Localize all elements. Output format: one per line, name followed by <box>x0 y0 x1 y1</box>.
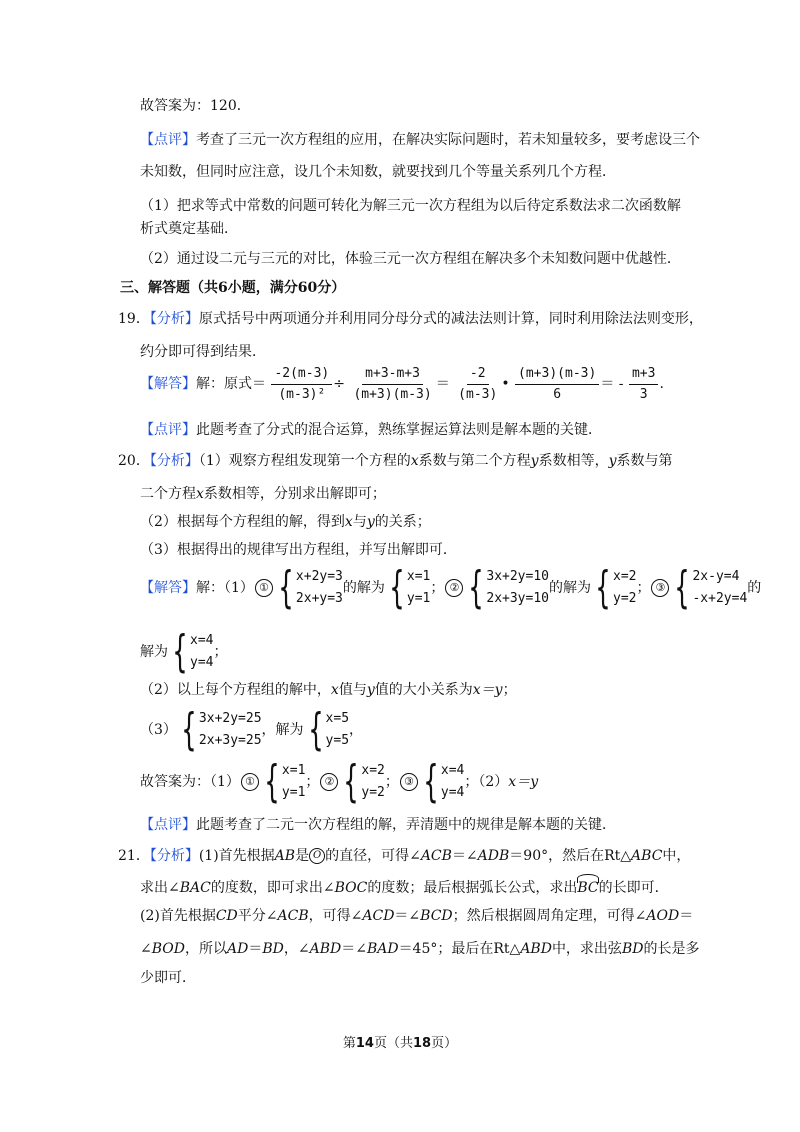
q20-number: 20． <box>118 453 150 469</box>
q20-analysis-line-4: （3）根据得出的规律写出方程组，并写出解即可． <box>140 542 457 558</box>
q19-analysis-line-1: 19．【分析】原式括号中两项通分并利用同分母分式的减法法则计算，同时利用除法法则变形， <box>118 311 703 327</box>
q21-analysis-tag: 【分析】 <box>149 848 199 864</box>
q19-answer-tag: 【解答】 <box>140 376 196 392</box>
fraction-2: $\frac{m+3-m+3}{(m+3)(m-3)}$ <box>353 365 432 402</box>
review-line-4: 析式奠定基础． <box>140 221 238 237</box>
q20-analysis-line-1: 20．【分析】（1）观察方程组发现第一个方程的x系数与第二个方程y系数相等，y系数与第 <box>118 453 673 469</box>
review-line-3: （1）把求等式中常数的问题可转化为解三元一次方程组为以后待定系数法求二次函数解 <box>140 198 681 214</box>
q20-part3-line: （3） { 3x+2y=25 2x+3y=25 ，解为 { x=5 y=5 ， <box>140 704 364 755</box>
q20-final-line: 故答案为：（1） ① { x=1 y=1 ； ② { x=2 y=2 ； ③ { x=4 y=4 ；（2）x＝y <box>140 756 539 807</box>
equation-system-2: { 3x+2y=10 2x+3y=10 <box>468 562 549 613</box>
q20-answer-line-1: 【解答】解：（1） ① { x+2y=3 2x+y=3 的解为 { x=1 y=1 ； ② { 3x+2y=10 2x+3y=10 的解为 { x=2 y=2 ； ③ { 2x-y=4 -x+2y=4 的 <box>140 562 762 613</box>
answer-line: 故答案为：120． <box>140 98 251 114</box>
page-footer: 第14页（共18页） <box>342 1036 458 1051</box>
final-solution-3: { x=4 y=4 <box>423 756 465 807</box>
review-line-5: （2）通过设二元与三元的对比，体验三元一次方程组在解决多个未知数问题中优越性． <box>140 251 681 267</box>
q19-analysis-line-2: 约分即可得到结果． <box>140 344 266 360</box>
total-pages: 18 <box>413 1036 432 1051</box>
current-page: 14 <box>355 1036 374 1051</box>
circled-3-icon: ③ <box>400 773 418 791</box>
q19-number: 19． <box>118 311 150 327</box>
fraction-5: $\frac{m+3}{3}$ <box>629 366 658 403</box>
circle-o-icon: O <box>309 848 325 864</box>
q20-answer-line-2: 解为 { x=4 y=4 ； <box>140 626 228 677</box>
circled-1-icon: ① <box>241 773 259 791</box>
equation-system-4: { 3x+2y=25 2x+3y=25 <box>181 704 262 755</box>
q19-review-tag: 【点评】 <box>140 422 196 438</box>
final-solution-2: { x=2 y=2 <box>343 756 385 807</box>
solution-system-3: { x=4 y=4 <box>172 626 214 677</box>
equation-system-1: { x+2y=3 2x+y=3 <box>278 562 343 613</box>
arc-bc: BC <box>577 874 598 898</box>
q21-number: 21． <box>118 848 150 864</box>
q19-review-line: 【点评】此题考查了分式的混合运算，熟练掌握运算法则是解本题的关键． <box>140 422 602 438</box>
q21-analysis-line-3: (2)首先根据CD平分∠ACB，可得∠ACD＝∠BCD；然后根据圆周角定理，可得∠AOD＝ <box>140 908 694 924</box>
solution-system-4: { x=5 y=5 <box>307 704 350 755</box>
q21-analysis-line-2: 求出∠BAC的度数，即可求出∠BOC的度数；最后根据弧长公式，求出BC的长即可． <box>140 874 669 898</box>
circled-3-icon: ③ <box>651 579 669 597</box>
review-line-1: 【点评】考查了三元一次方程组的应用，在解决实际问题时，若未知量较多，要考虑设三个 <box>140 132 700 148</box>
q21-analysis-line-5: 少即可． <box>140 970 196 986</box>
q20-review-tag: 【点评】 <box>140 817 196 833</box>
circled-2-icon: ② <box>320 773 338 791</box>
solution-system-2: { x=2 y=2 <box>595 562 637 613</box>
q20-analysis-tag: 【分析】 <box>149 453 199 469</box>
review-line-2: 未知数，但同时应注意，设几个未知数，就要找到几个等量关系列几个方程． <box>140 164 616 180</box>
final-solution-1: { x=1 y=1 <box>264 756 306 807</box>
equation-system-3: { 2x-y=4 -x+2y=4 <box>674 562 748 613</box>
q20-part2-line: （2）以上每个方程组的解中，x值与y值的大小关系为x＝y； <box>140 682 517 698</box>
q20-analysis-line-3: （2）根据每个方程组的解，得到x与y的关系； <box>140 514 431 530</box>
review-tag: 【点评】 <box>140 132 196 148</box>
circled-1-icon: ① <box>255 579 273 597</box>
section-heading: 三、解答题（共6小题，满分60分） <box>120 280 346 296</box>
fraction-3: $\frac{-2}{(m-3)}$ <box>458 365 498 402</box>
q19-answer-line: 【解答】解：原式＝ $\frac{-2(m-3)}{\text{(m-3)²}}$ ÷ $\frac{m+3-m+3}{(m+3)(m-3)}$ ＝ $\frac{-2}{(m-3)}$ • $\frac{(m+3)(m-3)}{6}$ ＝ - $\frac{m+3}{3}$ . <box>140 365 664 402</box>
circled-2-icon: ② <box>445 579 463 597</box>
solution-system-1: { x=1 y=1 <box>389 562 431 613</box>
q21-analysis-line-1: 21．【分析】(1)首先根据AB是 O 的直径，可得∠ACB＝∠ADB＝90°，然后在Rt△ABC中， <box>118 848 691 864</box>
q21-analysis-line-4: ∠BOD，所以AD＝BD，∠ABD＝∠BAD＝45°；最后在Rt△ABD中，求出弦BD的长是多 <box>140 941 700 957</box>
fraction-4: $\frac{(m+3)(m-3)}{6}$ <box>515 366 599 403</box>
q20-review-line: 【点评】此题考查了二元一次方程组的解，弄清题中的规律是解本题的关键． <box>140 817 616 833</box>
fraction-1: $\frac{-2(m-3)}{\text{(m-3)²}}$ <box>271 366 332 403</box>
q19-analysis-tag: 【分析】 <box>149 311 199 327</box>
q20-answer-tag: 【解答】 <box>140 580 196 596</box>
q20-analysis-line-2: 二个方程x系数相等，分别求出解即可； <box>140 486 386 502</box>
